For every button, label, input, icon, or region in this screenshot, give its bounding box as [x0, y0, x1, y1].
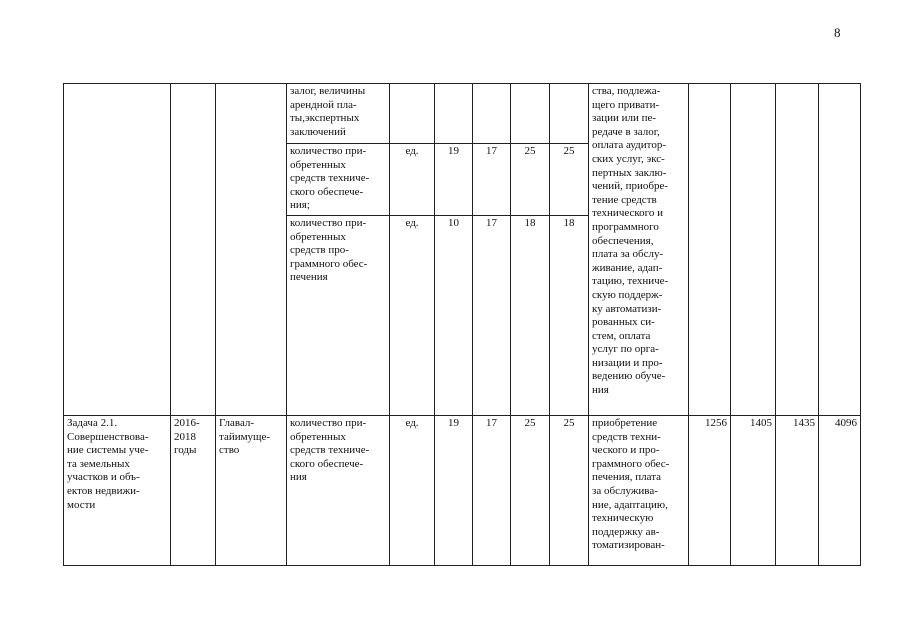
indicator-cell: количество при- обретенных средств техниче- ского обеспече- ния [287, 416, 390, 566]
value-cell: 25 [511, 144, 550, 216]
unit-cell [390, 84, 435, 144]
executor-cell: Главал- тайимуще- ство [216, 416, 287, 566]
value-cell: 18 [511, 216, 550, 416]
value-cell: 25 [550, 144, 589, 216]
period-cell-empty [171, 84, 216, 416]
table-row [64, 84, 861, 144]
task-cell-empty [64, 84, 171, 416]
executor-cell-empty [216, 84, 287, 416]
table-row [64, 416, 861, 566]
unit-cell: ед. [390, 416, 435, 566]
funding-cell [819, 84, 861, 416]
funding-cell: 4096 [819, 416, 861, 566]
funding-cell [731, 84, 776, 416]
funding-cell: 1435 [776, 416, 819, 566]
value-cell [435, 84, 473, 144]
value-cell: 10 [435, 216, 473, 416]
value-cell [550, 84, 589, 144]
value-cell [511, 84, 550, 144]
program-table [63, 83, 861, 566]
value-cell: 17 [473, 216, 511, 416]
value-cell: 19 [435, 144, 473, 216]
value-cell: 18 [550, 216, 589, 416]
value-cell [473, 84, 511, 144]
unit-cell: ед. [390, 216, 435, 416]
activity-cell: приобретение средств техни- ческого и про- граммного обес- печения, плата за обслужива- ние, адаптацию, техническую поддержку ав- томатизирован- [589, 416, 689, 566]
funding-cell [689, 84, 731, 416]
value-cell: 17 [473, 144, 511, 216]
funding-cell: 1256 [689, 416, 731, 566]
task-cell: Задача 2.1. Совершенствова- ние системы уче- та земельных участков и объ- ектов недвижи- мости [64, 416, 171, 566]
page-number: 8 [834, 25, 841, 40]
indicator-cell: количество при- обретенных средств техниче- ского обеспече- ния; [287, 144, 390, 216]
value-cell: 17 [473, 416, 511, 566]
indicator-cell: количество при- обретенных средств про- граммного обес- печения [287, 216, 390, 416]
indicator-cell: залог, величины арендной пла- ты,экспертных заключений [287, 84, 390, 144]
funding-cell: 1405 [731, 416, 776, 566]
period-cell: 2016- 2018 годы [171, 416, 216, 566]
activity-cell: ства, подлежа- щего привати- зации или пе- редаче в залог, оплата аудитор- ских услуг, экс- пертных заклю- чений, приобре- тение средств технического и программного обеспечения, плата за обслу- живание, адап- тацию, техниче- скую поддерж- ку автоматизи- рованных си- стем, оплата услуг по орга- низации и про- ведению обуче- ния [589, 84, 689, 416]
value-cell: 25 [511, 416, 550, 566]
unit-cell: ед. [390, 144, 435, 216]
value-cell: 25 [550, 416, 589, 566]
funding-cell [776, 84, 819, 416]
value-cell: 19 [435, 416, 473, 566]
